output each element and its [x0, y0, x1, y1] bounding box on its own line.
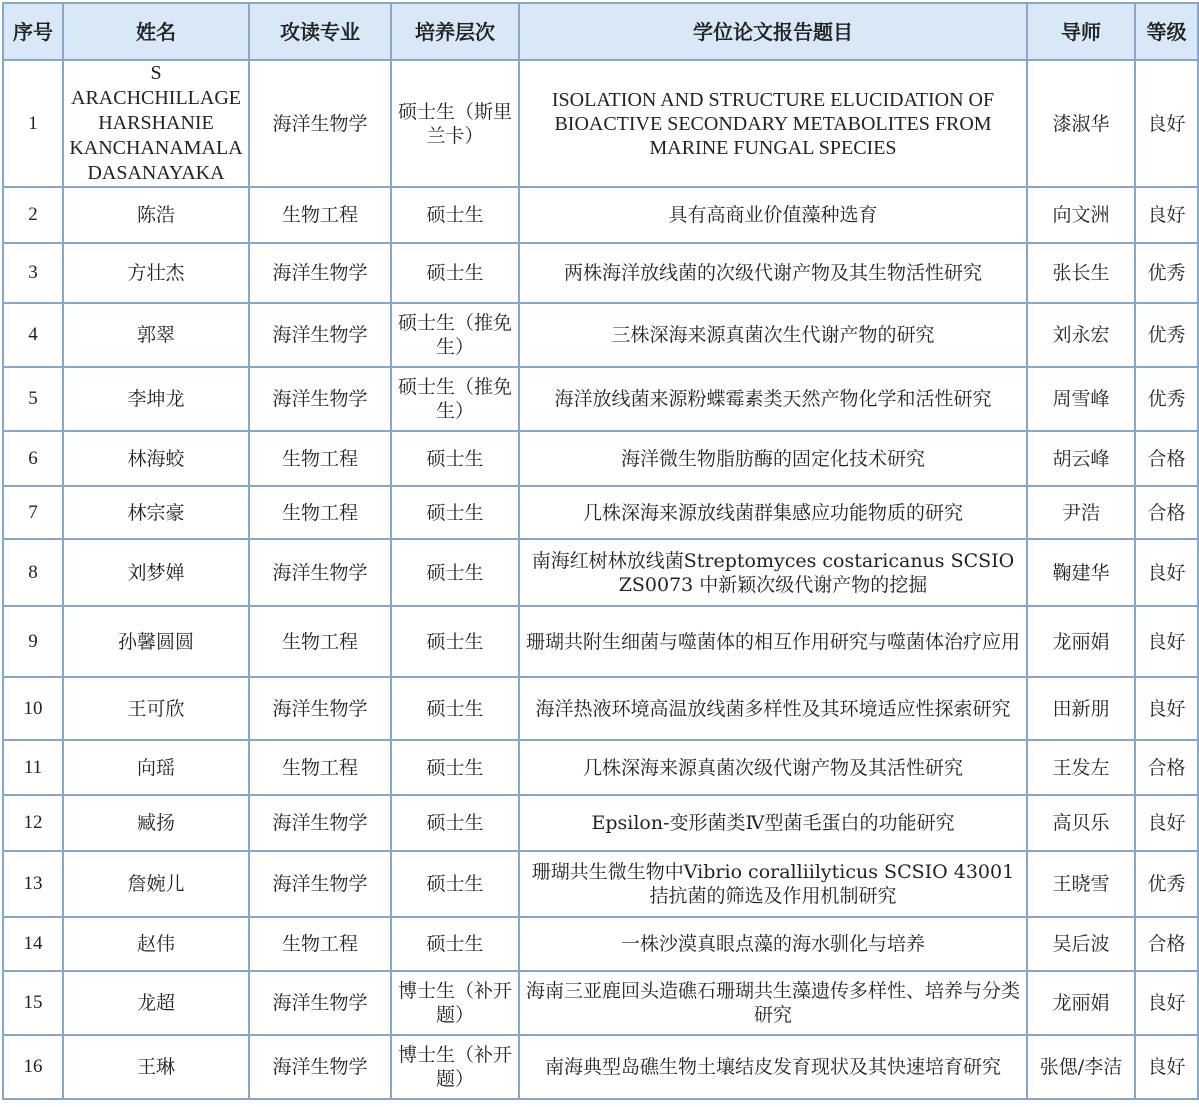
table-row [3, 917, 1198, 971]
cell-no: 8 [3, 539, 63, 606]
cell-title: 海南三亚鹿回头造礁石珊瑚共生藻遗传多样性、培养与分类研究 [519, 971, 1027, 1035]
header-row [3, 3, 1198, 60]
header-level: 培养层次 [391, 3, 519, 60]
cell-grade: 良好 [1135, 539, 1198, 606]
cell-level: 硕士生 [391, 243, 519, 303]
cell-major: 海洋生物学 [249, 677, 391, 740]
cell-name: 刘梦婵 [63, 539, 249, 606]
cell-advisor: 鞠建华 [1027, 539, 1135, 606]
cell-major: 生物工程 [249, 740, 391, 795]
cell-level: 硕士生 [391, 606, 519, 677]
cell-level: 硕士生（推免生） [391, 303, 519, 367]
header-major: 攻读专业 [249, 3, 391, 60]
cell-major: 海洋生物学 [249, 60, 391, 187]
cell-major: 海洋生物学 [249, 851, 391, 917]
cell-no: 16 [3, 1035, 63, 1099]
cell-name: 赵伟 [63, 917, 249, 971]
cell-advisor: 龙丽娟 [1027, 971, 1135, 1035]
cell-grade: 合格 [1135, 486, 1198, 539]
cell-advisor: 漆淑华 [1027, 60, 1135, 187]
report-table-container [2, 2, 1199, 1100]
cell-title: 海洋放线菌来源粉蝶霉素类天然产物化学和活性研究 [519, 367, 1027, 431]
cell-grade: 良好 [1135, 187, 1198, 243]
thesis-report-table [2, 2, 1199, 1100]
cell-no: 3 [3, 243, 63, 303]
cell-name: 王琳 [63, 1035, 249, 1099]
cell-major: 海洋生物学 [249, 303, 391, 367]
table-row [3, 795, 1198, 851]
cell-no: 7 [3, 486, 63, 539]
cell-level: 硕士生（斯里兰卡） [391, 60, 519, 187]
cell-advisor: 尹浩 [1027, 486, 1135, 539]
cell-name: 林宗豪 [63, 486, 249, 539]
cell-title: 珊瑚共附生细菌与噬菌体的相互作用研究与噬菌体治疗应用 [519, 606, 1027, 677]
cell-grade: 合格 [1135, 431, 1198, 486]
cell-major: 海洋生物学 [249, 971, 391, 1035]
cell-no: 4 [3, 303, 63, 367]
cell-title: 海洋热液环境高温放线菌多样性及其环境适应性探索研究 [519, 677, 1027, 740]
cell-advisor: 吴后波 [1027, 917, 1135, 971]
table-row [3, 740, 1198, 795]
cell-level: 硕士生 [391, 851, 519, 917]
cell-title: ISOLATION AND STRUCTURE ELUCIDATION OF BIOACTIVE SECONDARY METABOLITES FROM MARINE FUNGAL SPECIES [519, 60, 1027, 187]
cell-level: 硕士生 [391, 917, 519, 971]
cell-name: 龙超 [63, 971, 249, 1035]
cell-advisor: 向文洲 [1027, 187, 1135, 243]
cell-level: 硕士生（推免生） [391, 367, 519, 431]
cell-grade: 良好 [1135, 677, 1198, 740]
cell-name: 向瑶 [63, 740, 249, 795]
cell-advisor: 张偲/李洁 [1027, 1035, 1135, 1099]
cell-level: 硕士生 [391, 740, 519, 795]
cell-major: 生物工程 [249, 917, 391, 971]
cell-grade: 良好 [1135, 1035, 1198, 1099]
table-row [3, 187, 1198, 243]
table-row [3, 303, 1198, 367]
cell-title: 三株深海来源真菌次生代谢产物的研究 [519, 303, 1027, 367]
cell-level: 博士生（补开题） [391, 1035, 519, 1099]
cell-name: 王可欣 [63, 677, 249, 740]
cell-title: 几株深海来源放线菌群集感应功能物质的研究 [519, 486, 1027, 539]
header-title: 学位论文报告题目 [519, 3, 1027, 60]
cell-grade: 良好 [1135, 60, 1198, 187]
table-row [3, 677, 1198, 740]
cell-name: 郭翠 [63, 303, 249, 367]
cell-grade: 良好 [1135, 971, 1198, 1035]
cell-advisor: 高贝乐 [1027, 795, 1135, 851]
cell-level: 硕士生 [391, 795, 519, 851]
cell-advisor: 王发左 [1027, 740, 1135, 795]
table-row [3, 1035, 1198, 1099]
cell-grade: 合格 [1135, 740, 1198, 795]
cell-name: 林海蛟 [63, 431, 249, 486]
cell-grade: 优秀 [1135, 303, 1198, 367]
cell-major: 海洋生物学 [249, 367, 391, 431]
table-row [3, 971, 1198, 1035]
cell-major: 生物工程 [249, 606, 391, 677]
cell-advisor: 龙丽娟 [1027, 606, 1135, 677]
header-advisor: 导师 [1027, 3, 1135, 60]
cell-level: 硕士生 [391, 187, 519, 243]
cell-title: 南海红树林放线菌Streptomyces costaricanus SCSIO ZS0073 中新颖次级代谢产物的挖掘 [519, 539, 1027, 606]
cell-advisor: 周雪峰 [1027, 367, 1135, 431]
cell-major: 海洋生物学 [249, 795, 391, 851]
table-row [3, 243, 1198, 303]
cell-title: 一株沙漠真眼点藻的海水驯化与培养 [519, 917, 1027, 971]
cell-title: 珊瑚共生微生物中Vibrio coralliilyticus SCSIO 43001 拮抗菌的筛选及作用机制研究 [519, 851, 1027, 917]
cell-no: 9 [3, 606, 63, 677]
table-row [3, 486, 1198, 539]
cell-level: 硕士生 [391, 486, 519, 539]
cell-no: 11 [3, 740, 63, 795]
cell-name: 詹婉儿 [63, 851, 249, 917]
cell-no: 15 [3, 971, 63, 1035]
cell-title: 海洋微生物脂肪酶的固定化技术研究 [519, 431, 1027, 486]
cell-grade: 合格 [1135, 917, 1198, 971]
cell-name: 臧扬 [63, 795, 249, 851]
cell-no: 12 [3, 795, 63, 851]
cell-grade: 良好 [1135, 795, 1198, 851]
cell-advisor: 王晓雪 [1027, 851, 1135, 917]
cell-advisor: 胡云峰 [1027, 431, 1135, 486]
cell-title: 两株海洋放线菌的次级代谢产物及其生物活性研究 [519, 243, 1027, 303]
cell-major: 海洋生物学 [249, 1035, 391, 1099]
table-row [3, 539, 1198, 606]
table-row [3, 431, 1198, 486]
cell-major: 生物工程 [249, 187, 391, 243]
header-no: 序号 [3, 3, 63, 60]
cell-advisor: 张长生 [1027, 243, 1135, 303]
cell-no: 5 [3, 367, 63, 431]
cell-level: 硕士生 [391, 539, 519, 606]
cell-no: 13 [3, 851, 63, 917]
cell-name: 方壮杰 [63, 243, 249, 303]
cell-name: 孙馨圆圆 [63, 606, 249, 677]
cell-major: 生物工程 [249, 431, 391, 486]
cell-level: 硕士生 [391, 677, 519, 740]
cell-title: 具有高商业价值藻种选育 [519, 187, 1027, 243]
cell-name: 陈浩 [63, 187, 249, 243]
cell-grade: 优秀 [1135, 851, 1198, 917]
cell-advisor: 田新朋 [1027, 677, 1135, 740]
cell-advisor: 刘永宏 [1027, 303, 1135, 367]
cell-level: 博士生（补开题） [391, 971, 519, 1035]
cell-grade: 良好 [1135, 606, 1198, 677]
cell-title: 几株深海来源真菌次级代谢产物及其活性研究 [519, 740, 1027, 795]
cell-no: 1 [3, 60, 63, 187]
cell-no: 2 [3, 187, 63, 243]
table-row [3, 367, 1198, 431]
header-name: 姓名 [63, 3, 249, 60]
cell-grade: 优秀 [1135, 243, 1198, 303]
cell-level: 硕士生 [391, 431, 519, 486]
cell-title: Epsilon-变形菌类Ⅳ型菌毛蛋白的功能研究 [519, 795, 1027, 851]
cell-major: 海洋生物学 [249, 539, 391, 606]
table-row [3, 60, 1198, 187]
cell-major: 生物工程 [249, 486, 391, 539]
header-grade: 等级 [1135, 3, 1198, 60]
cell-name: 李坤龙 [63, 367, 249, 431]
cell-title: 南海典型岛礁生物土壤结皮发育现状及其快速培育研究 [519, 1035, 1027, 1099]
cell-grade: 优秀 [1135, 367, 1198, 431]
cell-no: 6 [3, 431, 63, 486]
table-row [3, 851, 1198, 917]
cell-no: 14 [3, 917, 63, 971]
cell-name: S ARACHCHILLAGE HARSHANIE KANCHANAMALA DASANAYAKA [63, 60, 249, 187]
cell-no: 10 [3, 677, 63, 740]
table-row [3, 606, 1198, 677]
cell-major: 海洋生物学 [249, 243, 391, 303]
